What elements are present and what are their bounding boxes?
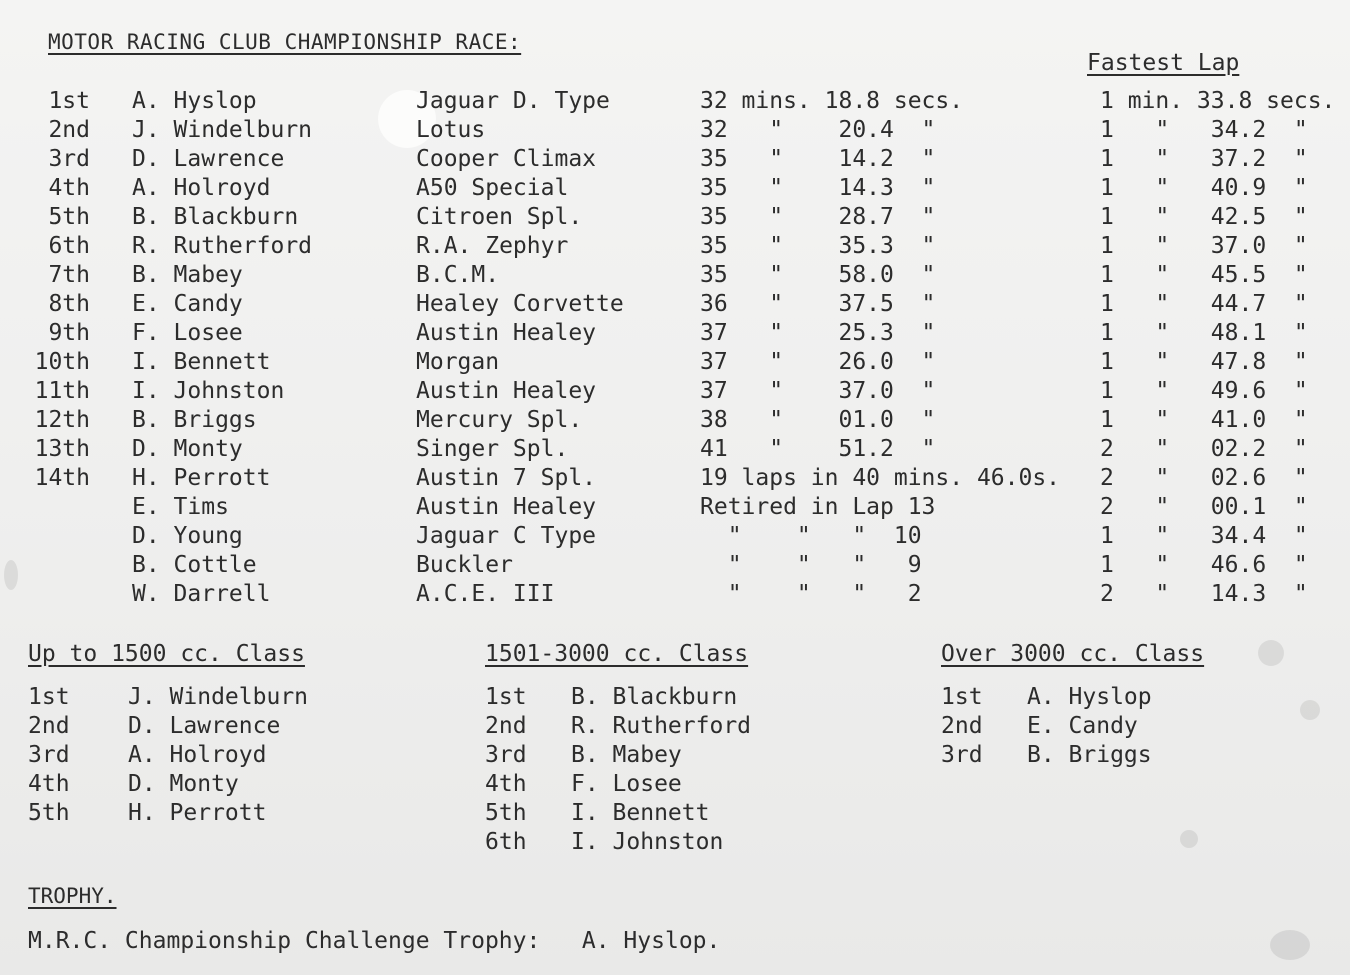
table-row	[0, 117, 1350, 146]
position-cell: 7th	[48, 262, 90, 288]
race-time-cell: 32 mins. 18.8 secs.	[700, 88, 964, 114]
paper-speck	[1270, 930, 1310, 960]
race-time-cell: 19 laps in 40 mins. 46.0s.	[700, 465, 1061, 491]
class-up-to-1500-position: 3rd	[28, 742, 70, 768]
class-over-3000-position: 1st	[941, 684, 983, 710]
table-row	[0, 494, 1350, 523]
class-1501-3000-driver: B. Mabey	[571, 742, 682, 768]
driver-cell: A. Hyslop	[132, 88, 257, 114]
class-over-3000-heading: Over 3000 cc. Class	[941, 641, 1205, 667]
fastest-lap-cell: 1 " 47.8 "	[1100, 349, 1308, 375]
table-row	[0, 436, 1350, 465]
race-time-cell: 37 " 26.0 "	[700, 349, 936, 375]
fastest-lap-cell: 2 " 00.1 "	[1100, 494, 1308, 520]
class-up-to-1500-position: 5th	[28, 800, 70, 826]
race-time-cell: 32 " 20.4 "	[700, 117, 936, 143]
table-row	[0, 407, 1350, 436]
fastest-lap-cell: 1 " 37.0 "	[1100, 233, 1308, 259]
position-cell: 10th	[34, 349, 90, 375]
position-cell: 9th	[48, 320, 90, 346]
fastest-lap-heading: Fastest Lap	[1087, 50, 1240, 76]
driver-cell: I. Bennett	[132, 349, 271, 375]
car-cell: Austin 7 Spl.	[416, 465, 597, 491]
fastest-lap-cell: 1 " 48.1 "	[1100, 320, 1308, 346]
trophy-award-line: M.R.C. Championship Challenge Trophy: A. Hyslop.	[28, 928, 721, 954]
driver-cell: H. Perrott	[132, 465, 271, 491]
car-cell: Healey Corvette	[416, 291, 624, 317]
class-1501-3000-position: 4th	[485, 771, 527, 797]
class-1501-3000-driver: F. Losee	[571, 771, 682, 797]
driver-cell: I. Johnston	[132, 378, 285, 404]
race-time-cell: " " " 2	[700, 581, 922, 607]
car-cell: Jaguar C Type	[416, 523, 597, 549]
driver-cell: J. Windelburn	[132, 117, 313, 143]
race-time-cell: 38 " 01.0 "	[700, 407, 936, 433]
race-time-cell: " " " 10	[700, 523, 922, 549]
class-up-to-1500-position: 4th	[28, 771, 70, 797]
car-cell: Morgan	[416, 349, 500, 375]
driver-cell: B. Cottle	[132, 552, 257, 578]
car-cell: B.C.M.	[416, 262, 500, 288]
class-1501-3000-position: 3rd	[485, 742, 527, 768]
position-cell: 2nd	[48, 117, 90, 143]
driver-cell: B. Blackburn	[132, 204, 299, 230]
class-1501-3000-position: 1st	[485, 684, 527, 710]
class-up-to-1500-driver: A. Holroyd	[128, 742, 267, 768]
driver-cell: W. Darrell	[132, 581, 271, 607]
car-cell: R.A. Zephyr	[416, 233, 569, 259]
table-row	[0, 291, 1350, 320]
position-cell: 5th	[48, 204, 90, 230]
trophy-heading: TROPHY.	[28, 884, 117, 908]
class-over-3000-driver: B. Briggs	[1027, 742, 1152, 768]
fastest-lap-cell: 1 " 49.6 "	[1100, 378, 1308, 404]
position-cell: 6th	[48, 233, 90, 259]
fastest-lap-cell: 2 " 02.6 "	[1100, 465, 1308, 491]
table-row	[0, 320, 1350, 349]
table-row	[0, 523, 1350, 552]
class-1501-3000-position: 6th	[485, 829, 527, 855]
class-up-to-1500-position: 2nd	[28, 713, 70, 739]
class-up-to-1500-heading: Up to 1500 cc. Class	[28, 641, 305, 667]
race-time-cell: 36 " 37.5 "	[700, 291, 936, 317]
paper-speck	[1300, 700, 1320, 720]
class-1501-3000-position: 2nd	[485, 713, 527, 739]
race-time-cell: Retired in Lap 13	[700, 494, 936, 520]
driver-cell: E. Tims	[132, 494, 229, 520]
fastest-lap-cell: 1 " 45.5 "	[1100, 262, 1308, 288]
class-up-to-1500-driver: D. Lawrence	[128, 713, 281, 739]
driver-cell: E. Candy	[132, 291, 243, 317]
class-up-to-1500-driver: D. Monty	[128, 771, 239, 797]
race-time-cell: 37 " 37.0 "	[700, 378, 936, 404]
driver-cell: A. Holroyd	[132, 175, 271, 201]
class-over-3000-position: 3rd	[941, 742, 983, 768]
position-cell: 3rd	[48, 146, 90, 172]
car-cell: A50 Special	[416, 175, 569, 201]
race-time-cell: " " " 9	[700, 552, 922, 578]
car-cell: Lotus	[416, 117, 486, 143]
class-1501-3000-driver: I. Bennett	[571, 800, 710, 826]
car-cell: Singer Spl.	[416, 436, 569, 462]
car-cell: Austin Healey	[416, 378, 597, 404]
car-cell: Mercury Spl.	[416, 407, 583, 433]
position-cell: 11th	[34, 378, 90, 404]
class-up-to-1500-driver: J. Windelburn	[128, 684, 309, 710]
table-row	[0, 349, 1350, 378]
race-time-cell: 35 " 14.2 "	[700, 146, 936, 172]
table-row	[0, 465, 1350, 494]
car-cell: Citroen Spl.	[416, 204, 583, 230]
position-cell: 13th	[34, 436, 90, 462]
table-row	[0, 146, 1350, 175]
driver-cell: D. Monty	[132, 436, 243, 462]
table-row	[0, 175, 1350, 204]
fastest-lap-cell: 1 " 44.7 "	[1100, 291, 1308, 317]
paper-speck	[1180, 830, 1198, 848]
fastest-lap-cell: 1 " 34.2 "	[1100, 117, 1308, 143]
table-row	[0, 581, 1350, 610]
class-over-3000-position: 2nd	[941, 713, 983, 739]
driver-cell: B. Mabey	[132, 262, 243, 288]
paper-speck	[1258, 640, 1284, 666]
position-cell: 4th	[48, 175, 90, 201]
fastest-lap-cell: 1 " 34.4 "	[1100, 523, 1308, 549]
driver-cell: D. Lawrence	[132, 146, 285, 172]
car-cell: Austin Healey	[416, 320, 597, 346]
driver-cell: F. Losee	[132, 320, 243, 346]
race-time-cell: 41 " 51.2 "	[700, 436, 936, 462]
fastest-lap-cell: 1 " 37.2 "	[1100, 146, 1308, 172]
race-time-cell: 35 " 58.0 "	[700, 262, 936, 288]
table-row	[0, 552, 1350, 581]
class-1501-3000-driver: I. Johnston	[571, 829, 724, 855]
table-row	[0, 204, 1350, 233]
fastest-lap-cell: 1 " 46.6 "	[1100, 552, 1308, 578]
car-cell: A.C.E. III	[416, 581, 555, 607]
car-cell: Cooper Climax	[416, 146, 597, 172]
class-1501-3000-driver: B. Blackburn	[571, 684, 738, 710]
driver-cell: R. Rutherford	[132, 233, 313, 259]
fastest-lap-cell: 1 min. 33.8 secs.	[1100, 88, 1336, 114]
fastest-lap-cell: 2 " 14.3 "	[1100, 581, 1308, 607]
class-up-to-1500-driver: H. Perrott	[128, 800, 267, 826]
class-1501-3000-heading: 1501-3000 cc. Class	[485, 641, 749, 667]
position-cell: 8th	[48, 291, 90, 317]
document-title: MOTOR RACING CLUB CHAMPIONSHIP RACE:	[48, 30, 522, 54]
class-over-3000-driver: A. Hyslop	[1027, 684, 1152, 710]
class-up-to-1500-position: 1st	[28, 684, 70, 710]
position-cell: 12th	[34, 407, 90, 433]
class-over-3000-driver: E. Candy	[1027, 713, 1138, 739]
table-row	[0, 233, 1350, 262]
table-row	[0, 262, 1350, 291]
driver-cell: D. Young	[132, 523, 243, 549]
table-row	[0, 378, 1350, 407]
fastest-lap-cell: 1 " 42.5 "	[1100, 204, 1308, 230]
race-time-cell: 37 " 25.3 "	[700, 320, 936, 346]
race-time-cell: 35 " 28.7 "	[700, 204, 936, 230]
fastest-lap-cell: 1 " 41.0 "	[1100, 407, 1308, 433]
race-time-cell: 35 " 35.3 "	[700, 233, 936, 259]
car-cell: Austin Healey	[416, 494, 597, 520]
table-row	[0, 88, 1350, 117]
car-cell: Jaguar D. Type	[416, 88, 610, 114]
position-cell: 14th	[34, 465, 90, 491]
class-1501-3000-position: 5th	[485, 800, 527, 826]
race-time-cell: 35 " 14.3 "	[700, 175, 936, 201]
class-1501-3000-driver: R. Rutherford	[571, 713, 752, 739]
position-cell: 1st	[48, 88, 90, 114]
car-cell: Buckler	[416, 552, 513, 578]
driver-cell: B. Briggs	[132, 407, 257, 433]
fastest-lap-cell: 2 " 02.2 "	[1100, 436, 1308, 462]
fastest-lap-cell: 1 " 40.9 "	[1100, 175, 1308, 201]
